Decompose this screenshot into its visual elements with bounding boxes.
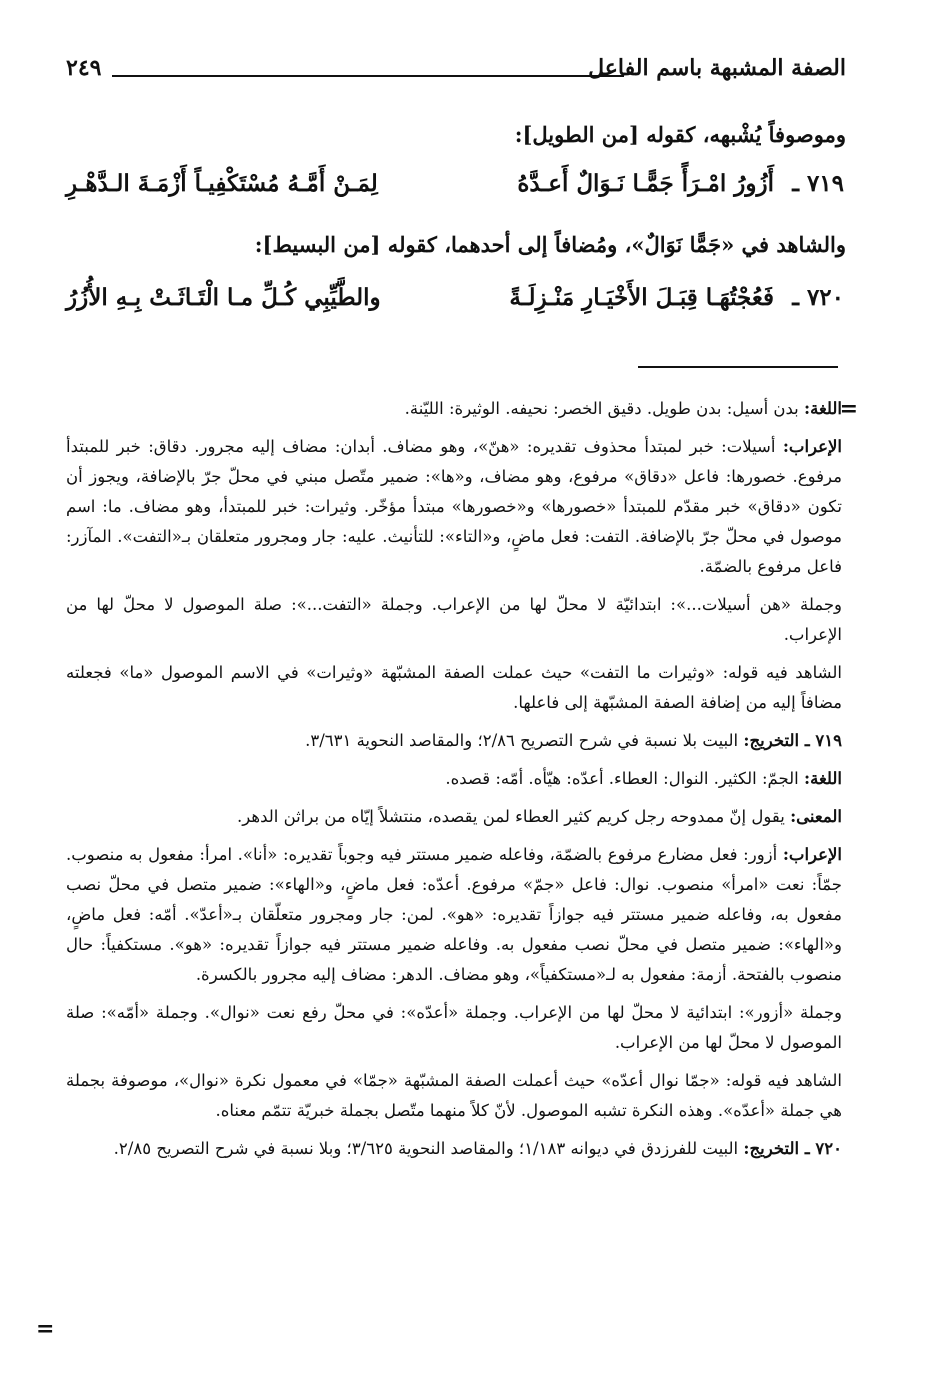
footnote-paragraph (66, 432, 842, 582)
footnote-label: ٧١٩ ـ التخريج: (743, 731, 842, 750)
page-number: ٢٤٩ (66, 55, 102, 81)
intro-line: وموصوفاً يُشْبهه، كقوله [من الطويل]: (514, 122, 846, 147)
chapter-title: الصفة المشبهة باسم الفاعل (588, 55, 846, 81)
footnote-paragraph: وجملة «أزور»: ابتدائية لا محلّ لها من الإعراب. وجملة «أعدّه»: في محلّ رفع نعت «نوال». وجملة «أمّه»: صلة الموصول لا محلّ لها من الإعراب. (66, 1003, 842, 1052)
footnote-label: اللغة: (804, 769, 842, 788)
verse-second-hemistich: لِمَـنْ أَمَّـهُ مُسْتَكْفِيـاً أَزْمَـةَ الـدَّهْـرِ (66, 170, 378, 197)
footnote-paragraph (66, 840, 842, 990)
verse-first-hemistich: فَعُجْتُهَـا قِبَـلَ الأَخْيَـارِ مَنْـزِلَـةً (509, 284, 774, 311)
footnote-paragraph: الشاهد فيه قوله: «جمّا نوال أعدّه» حيث أعملت الصفة المشبّهة «جمّا» في معمول نكرة «نوال»، موصوفة بجملة هي جملة «أعدّه». وهذه النكرة تشبه الموصول. لأنّ كلاً منهما متّصل بجملة خبريّة تتمّم معناه. (66, 1071, 842, 1120)
mid-line: والشاهد في «جَمًّا نَوَالٌ»، ومُضافاً إلى أحدهما، كقوله [من البسيط]: (254, 232, 846, 257)
footnote-text: بدن أسيل: بدن طويل. دقيق الخصر: نحيفه. الوثيرة: الليّنة. (404, 399, 805, 418)
footnote-label: الإعراب: (782, 845, 842, 864)
verse-number: ٧٢٠ ـ (792, 284, 844, 311)
verse-first-hemistich: أَزُورُ امْـرَأً جَمًّـا نَـوَالٌ أَعـدَّهُ (517, 170, 774, 197)
verse-second-hemistich: والطَّيِّبِي كُـلِّ مـا الْتَـاثَـتْ بِـهِ الأُزُرُ (66, 284, 381, 311)
verse-number: ٧١٩ ـ (792, 170, 844, 197)
footnote-text: أزور: فعل مضارع مرفوع بالضمّة، وفاعله ضمير مستتر فيه وجوباً تقديره: «أنا». امرأ: مفعول به منصوب. جمّاً: نعت «امرأ» منصوب. نوال: فاعل «جمّ» مرفوع. أعدّه: فعل ماضٍ، و«الهاء»: ضمير متصل في محلّ نصب مفعول به، وفاعله ضمير مستتر فيه جوازاً تقديره: «هو». لمن: جار ومجرور متعلّقان بـ«أعدّ». أمّه: فعل ماضٍ، و«الهاء»: ضمير متصل في محلّ نصب مفعول به. وفاعله ضمير مستتر فيه جوازاً تقديره: «هو». مستكفياً: حال منصوب بالفتحة. أزمة: مفعول به لـ«مستكفياً»، وهو مضاف. الدهر: مضاف إليه مجرور بالكسرة. (66, 845, 842, 984)
footnote-label: الإعراب: (782, 437, 842, 456)
running-header (66, 55, 846, 95)
footnote-text: أسيلات: خبر لمبتدأ محذوف تقديره: «هنّ»، وهو مضاف. أبدان: مضاف إليه مجرور. دقاق: خبر للمبتدأ مرفوع. خصورها: فاعل «دقاق» مرفوع، وهو مضاف، و«ها»: ضمير متّصل مبني في محلّ جرّ بالإضافة، ويجوز أن تكون «دقاق» خبر مقدّم للمبتدأ «خصورها» و«خصورها» مبتدأ مؤخّر. وثيرات: خبر للمبتدأ، وهو مضاف. ما: اسم موصول في محلّ جرّ بالإضافة. التفت: فعل ماضٍ، و«التاء»: للتأنيث. عليه: جار ومجرور متعلقان بـ«التفت». المآزر: فاعل مرفوع بالضمّة. (66, 437, 842, 576)
footnote-label: اللغة: (804, 399, 842, 418)
continuation-marker: = (839, 396, 858, 422)
footnotes (66, 394, 842, 1172)
footnote-paragraph (66, 802, 842, 832)
footnote-paragraph (66, 394, 842, 424)
verse-719 (66, 170, 844, 210)
footnote-paragraph: الشاهد فيه قوله: «وثيرات ما التفت» حيث عملت الصفة المشبّهة «وثيرات» في الاسم الموصول «ما» فجعلته مضافاً إليه من إضافة الصفة المشبّهة إلى فاعلها. (66, 663, 842, 712)
footnote-paragraph (66, 1134, 842, 1164)
footnote-label: ٧٢٠ ـ التخريج: (743, 1139, 842, 1158)
verse-720 (66, 284, 844, 324)
footnote-paragraph (66, 764, 842, 794)
continuation-marker-end: = (36, 1316, 55, 1342)
footnote-label: المعنى: (790, 807, 842, 826)
footnote-paragraph: وجملة «هن أسيلات...»: ابتدائيّة لا محلّ لها من الإعراب. وجملة «التفت...»: صلة الموصول لا محلّ لها من الإعراب. (66, 595, 842, 644)
footnote-separator (638, 366, 838, 368)
footnote-text: الجمّ: الكثير. النوال: العطاء. أعدّه: هيّأه. أمّه: قصده. (445, 769, 805, 788)
footnote-paragraph (66, 726, 842, 756)
header-rule (112, 75, 624, 77)
footnote-text: يقول إنّ ممدوحه رجل كريم كثير العطاء لمن يقصده، منتشلاً إيّاه من براثن الدهر. (237, 807, 791, 826)
footnote-text: البيت للفرزدق في ديوانه ١/١٨٣؛ والمقاصد النحوية ٣/٦٢٥؛ وبلا نسبة في شرح التصريح ٢/٨٥. (113, 1139, 744, 1158)
footnote-text: البيت بلا نسبة في شرح التصريح ٢/٨٦؛ والمقاصد النحوية ٣/٦٣١. (305, 731, 744, 750)
